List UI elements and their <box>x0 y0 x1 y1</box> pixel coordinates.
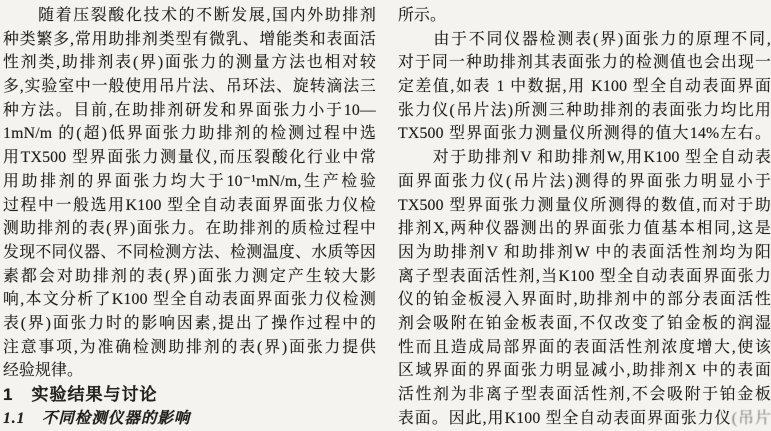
text-run: 用助排剂的界面张力均大于10⁻¹mN/m,生产检验 <box>3 172 376 190</box>
text-line <box>398 146 771 170</box>
text-run: 多,实验室中一般使用吊片法、吊环法、旋转滴法三 <box>3 78 376 96</box>
text-line <box>3 194 376 218</box>
text-run: 表面。因此,用K100 型全自动表面界面张力仪 <box>398 409 732 427</box>
text-run: 性剂类,助排剂表(界)面张力的测量方法也相对较 <box>3 54 376 72</box>
text-column-right <box>398 4 771 431</box>
text-line <box>3 336 376 360</box>
text-run: 用TX500 型界面张力测量仪,而压裂酸化行业中常 <box>3 149 376 167</box>
text-line <box>3 288 376 312</box>
text-run: 表(界)面张力时的影响因素,提出了操作过程中的 <box>3 314 376 332</box>
faded-text-run: (吊片 <box>731 409 771 427</box>
text-line <box>398 383 771 407</box>
text-run: 所示。 <box>398 7 446 24</box>
text-line <box>3 217 376 241</box>
text-line <box>398 359 771 383</box>
text-line <box>398 288 771 312</box>
text-run: 对于助排剂V 和助排剂W,用K100 型全自动表 <box>398 149 771 167</box>
text-line <box>3 265 376 289</box>
text-line <box>3 122 376 146</box>
text-run: 种类繁多,常用助排剂类型有微乳、增能类和表面活 <box>3 30 376 48</box>
text-line <box>398 407 771 431</box>
text-line <box>3 312 376 336</box>
text-run: 1mN/m 的(超)低界面张力助排剂的检测过程中选 <box>3 125 376 143</box>
text-run: 1 实验结果与讨论 <box>3 385 158 404</box>
text-line <box>3 75 376 99</box>
text-run: 剂会吸附在铂金板表面,不仅改变了铂金板的润湿 <box>398 314 771 332</box>
text-line <box>398 217 771 241</box>
subsection-heading <box>3 407 376 431</box>
text-run: 性而且造成局部界面的表面活性剂浓度增大,使该 <box>398 338 771 356</box>
text-run: 区域界面的界面张力明显减小,助排剂X 中的表面 <box>398 362 771 380</box>
text-run: TX500 型界面张力测量仪所测得的值大14%左右。 <box>398 125 771 143</box>
text-run: 定差值,如表 1 中数据,用 K100 型全自动表面界面 <box>398 78 771 96</box>
text-line <box>398 194 771 218</box>
text-run: 张力仪(吊片法)所测三种助排剂的表面张力均比用 <box>398 101 771 119</box>
section-heading <box>3 383 376 407</box>
text-run: 发现不同仪器、不同检测方法、检测温度、水质等因 <box>3 243 376 261</box>
text-run: 仪的铂金板浸入界面时,助排剂中的部分表面活性 <box>398 291 771 309</box>
text-line <box>398 265 771 289</box>
text-line <box>398 122 771 146</box>
text-run: 活性剂为非离子型表面活性剂,不会吸附于铂金板 <box>398 386 771 403</box>
text-run: 面界面张力仪(吊片法)测得的界面张力明显小于 <box>398 172 771 190</box>
text-line <box>398 312 771 336</box>
text-run: 由于不同仪器检测表(界)面张力的原理不同, <box>398 30 771 48</box>
text-run: 种方法。目前,在助排剂研发和界面张力小于10— <box>3 101 376 119</box>
text-line <box>398 51 771 75</box>
text-line <box>398 75 771 99</box>
text-run: 排剂X,两种仪器测出的界面张力值基本相同,这是 <box>398 220 771 238</box>
text-line <box>398 28 771 52</box>
text-run: 对于同一种助排剂其表面张力的检测值也会出现一 <box>398 54 771 72</box>
text-column-left <box>3 4 376 431</box>
text-run: 响,本文分析了K100 型全自动表面界面张力仪检测 <box>3 291 376 309</box>
text-run: 随着压裂酸化技术的不断发展,国内外助排剂 <box>3 7 376 24</box>
text-line <box>398 336 771 360</box>
text-line <box>3 170 376 194</box>
text-line <box>398 241 771 265</box>
text-line <box>398 99 771 123</box>
text-line <box>398 170 771 194</box>
text-line <box>3 359 376 383</box>
text-line <box>3 99 376 123</box>
text-run: 素都会对助排剂的表(界)面张力测定产生较大影 <box>3 267 376 285</box>
text-line <box>3 146 376 170</box>
text-line <box>3 28 376 52</box>
text-run: 因为助排剂V 和助排剂W 中的表面活性剂均为阳 <box>398 243 771 261</box>
text-run: 测助排剂的表(界)面张力。在助排剂的质检过程中 <box>3 220 376 238</box>
text-run: TX500 型界面张力测量仪所测得的数值,而对于助 <box>398 196 771 214</box>
text-line <box>3 4 376 28</box>
text-line <box>3 51 376 75</box>
text-run: 注意事项,为准确检测助排剂的表(界)面张力提供 <box>3 338 376 356</box>
text-run: 经验规律。 <box>3 362 83 380</box>
text-line <box>3 241 376 265</box>
text-run: 离子型表面活性剂,当K100 型全自动表面界面张力 <box>398 267 771 285</box>
text-run: 1.1 不同检测仪器的影响 <box>3 409 191 427</box>
text-run: 过程中一般选用K100 型全自动表面界面张力仪检 <box>3 196 376 214</box>
text-line <box>398 4 771 28</box>
